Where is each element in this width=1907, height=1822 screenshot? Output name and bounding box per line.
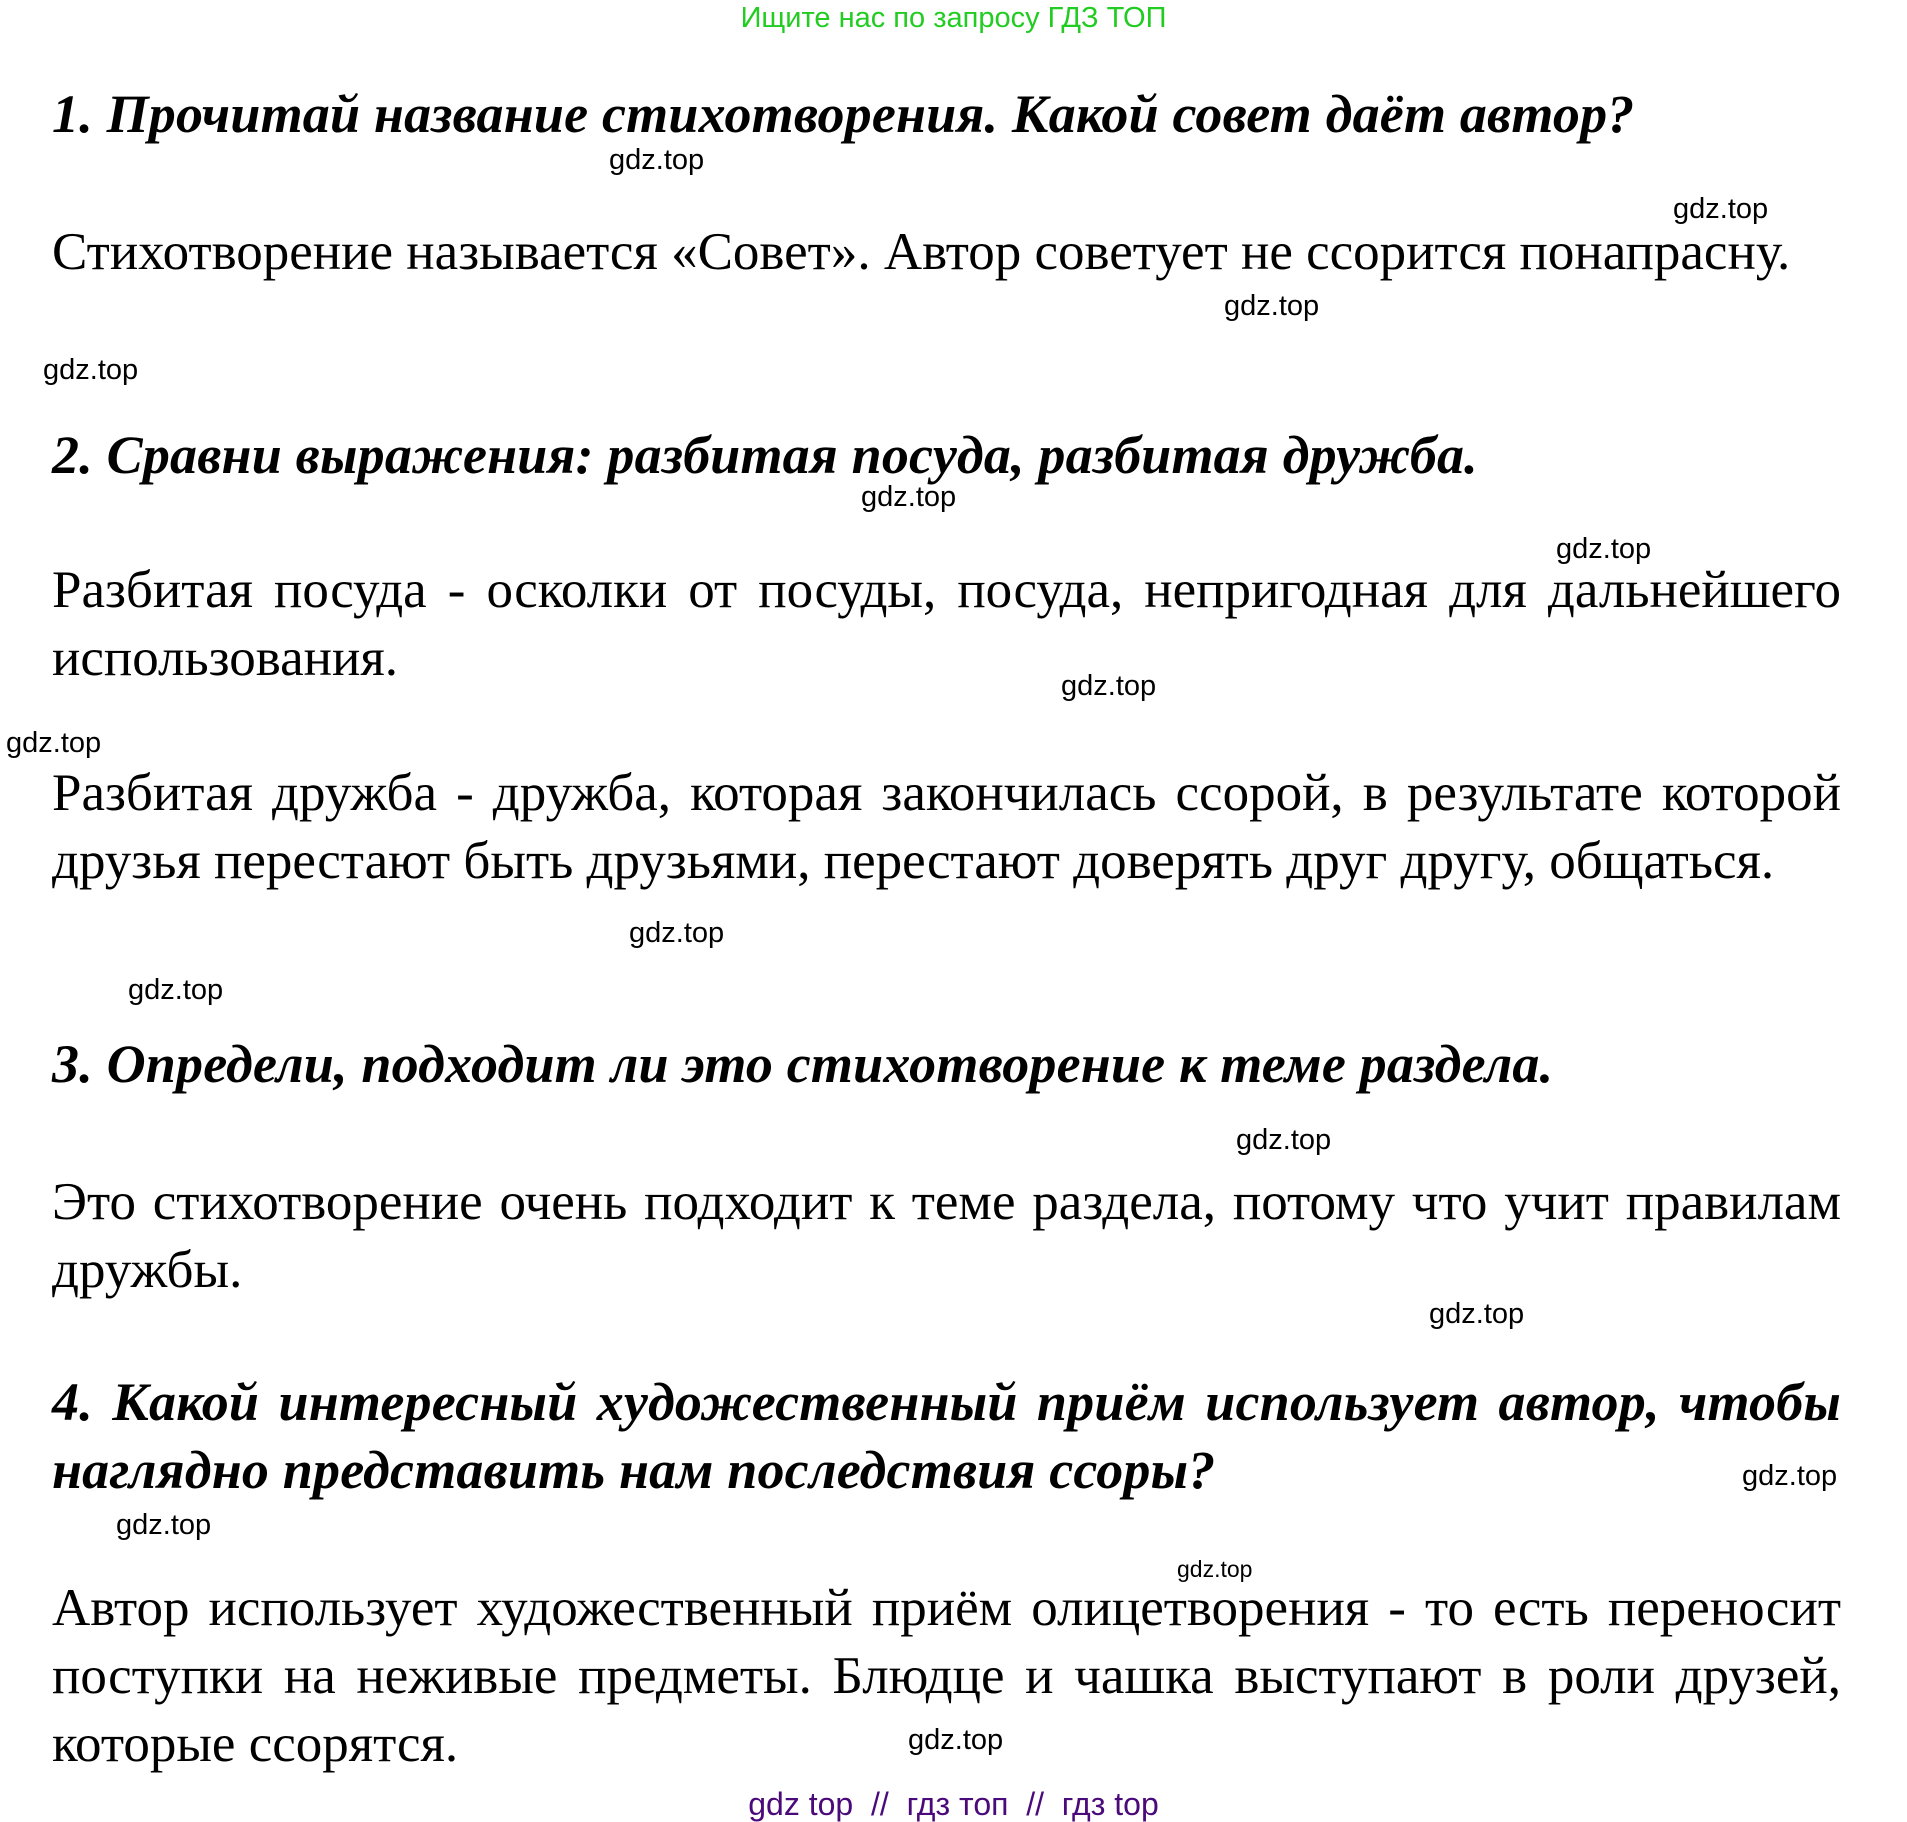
watermark: gdz.top (629, 917, 725, 949)
answer-1: Стихотворение называется «Совет». Автор советует не ссорится понапрасну. (52, 223, 1791, 281)
watermark: gdz.top (1673, 193, 1769, 225)
watermark: gdz.top (1061, 670, 1157, 702)
watermark: gdz.top (1236, 1124, 1332, 1156)
watermark: gdz.top (6, 727, 102, 759)
answer-3: Это стихотворение очень подходит к теме раздела, потому что учит правилам дружбы. (52, 1173, 1841, 1299)
watermark: gdz.top (128, 974, 224, 1006)
watermark: gdz.top (1224, 290, 1320, 322)
watermark: gdz.top (1429, 1298, 1525, 1330)
watermark: gdz.top (1556, 533, 1652, 565)
watermark: gdz.top (1177, 1556, 1253, 1582)
search-hint-banner: Ищите нас по запросу ГДЗ ТОП (740, 2, 1167, 34)
answer-2b: Разбитая дружба - дружба, которая закончилась ссорой, в результате которой друзья перестают быть друзьями, перестают доверять друг другу, общаться. (52, 764, 1841, 890)
answer-2a: Разбитая посуда - осколки от посуды, посуда, непригодная для дальнейшего использования. (52, 561, 1841, 687)
watermark: gdz.top (861, 481, 957, 513)
footer-links: gdz top // гдз топ // гдз top (748, 1786, 1159, 1822)
watermark: gdz.top (43, 354, 139, 386)
watermark: gdz.top (609, 144, 705, 176)
answer-4: Автор использует художественный приём олицетворения - то есть переносит поступки на неживые предметы. Блюдце и чашка выступают в роли друзей, которые ссорятся. (52, 1579, 1841, 1773)
question-4: 4. Какой интересный художественный приём использует автор, чтобы наглядно представить нам последствия ссоры? (52, 1372, 1841, 1500)
question-3: 3. Определи, подходит ли это стихотворение к теме раздела. (52, 1034, 1554, 1094)
watermark: gdz.top (908, 1724, 1004, 1756)
question-2: 2. Сравни выражения: разбитая посуда, разбитая дружба. (52, 425, 1478, 485)
watermark: gdz.top (116, 1509, 212, 1541)
question-1: 1. Прочитай название стихотворения. Какой совет даёт автор? (52, 84, 1635, 144)
watermark: gdz.top (1742, 1460, 1838, 1492)
